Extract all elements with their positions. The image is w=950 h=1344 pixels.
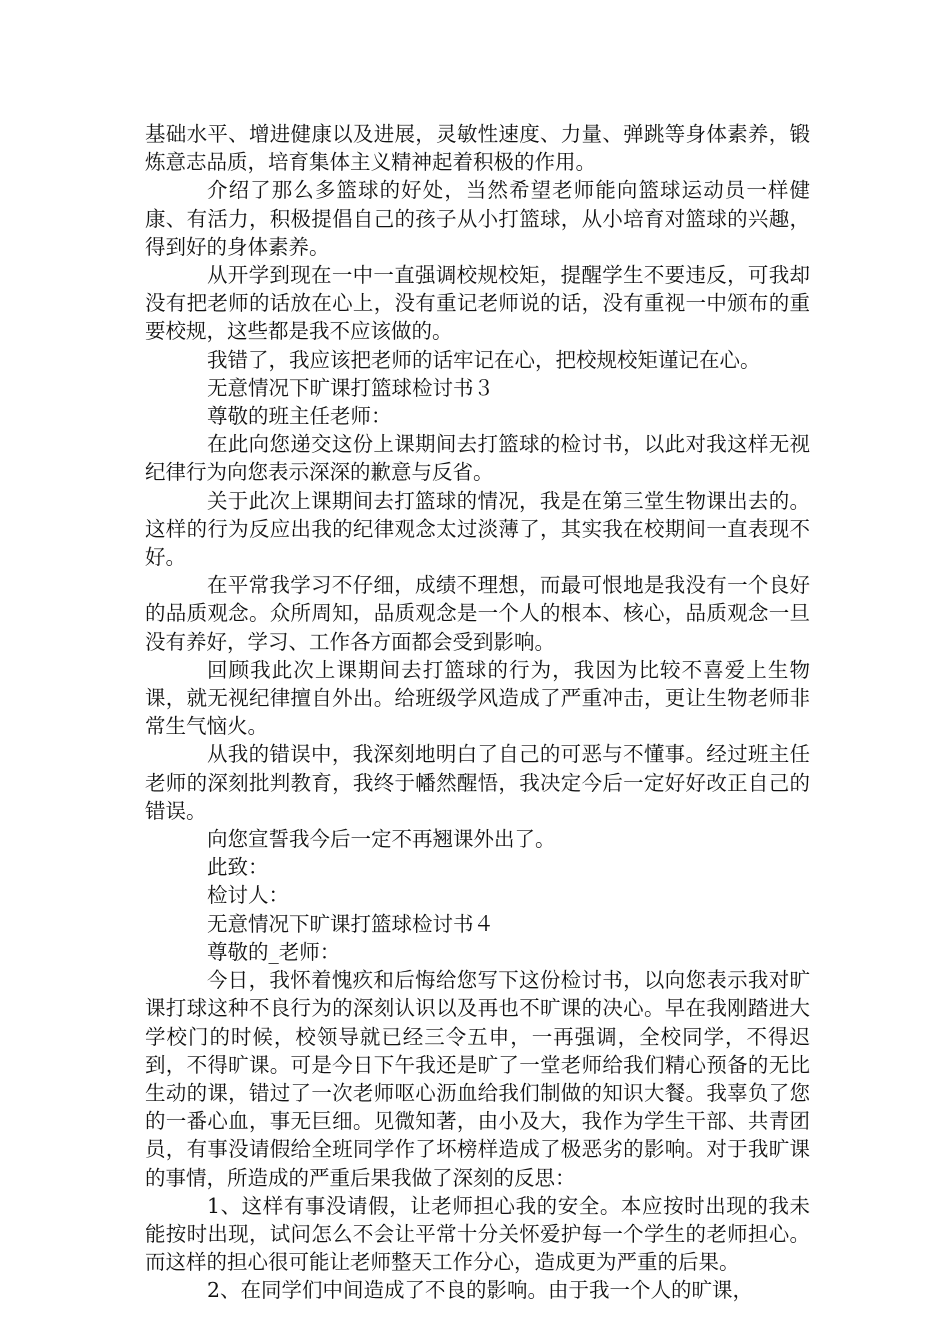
- paragraph-7: 在平常我学习不仔细，成绩不理想，而最可恨地是我没有一个良好的品质观念。众所周知，品质观念是一个人的根本、核心，品质观念一旦没有养好，学习、工作各方面都会受到影响。: [145, 573, 810, 654]
- closing-line: 此致：: [207, 855, 269, 880]
- paragraph-11: 今日，我怀着愧疚和后悔给您写下这份检讨书，以向您表示我对旷课打球这种不良行为的深刻认识以及再也不旷课的决心。早在我刚踏进大学校门的时候，校领导就已经三令五申，一再强调，全校同学，不得迟到，不得旷课。可是今日下午我还是旷了一堂老师给我们精心预备的无比生动的课，错过了一次老师呕心沥血给我们制做的知识大餐。我辜负了您的一番心血，事无巨细。见微知著，由小及大，我作为学生干部、共青团员，有事没请假给全班同学作了坏榜样造成了极恶劣的影响。对于我旷课的事情，所造成的严重后果我做了深刻的反思：: [145, 968, 810, 1190]
- section-title-3: 无意情况下旷课打篮球检讨书３: [207, 375, 494, 400]
- paragraph-2: 介绍了那么多篮球的好处，当然希望老师能向篮球运动员一样健康、有活力，积极提倡自己的孩子从小打篮球，从小培育对篮球的兴趣，得到好的身体素养。: [145, 178, 810, 259]
- salutation-3: 尊敬的班主任老师：: [207, 404, 392, 429]
- salutation-4: 尊敬的_老师：: [207, 939, 341, 964]
- paragraph-6: 关于此次上课期间去打篮球的情况，我是在第三堂生物课出去的。这样的行为反应出我的纪律观念太过淡薄了，其实我在校期间一直表现不好。: [145, 488, 810, 570]
- paragraph-3: 从开学到现在一中一直强调校规校矩，提醒学生不要违反，可我却没有把老师的话放在心上，没有重记老师说的话，没有重视一中颁布的重要校规，这些都是我不应该做的。: [145, 263, 810, 344]
- signature-line: 检讨人：: [207, 883, 289, 908]
- paragraph-10: 向您宣誓我今后一定不再翘课外出了。: [207, 827, 556, 852]
- list-item-1: 1、这样有事没请假，让老师担心我的安全。本应按时出现的我未能按时出现，试问怎么不会让平常十分关怀爱护每一个学生的老师担心。而这样的担心很可能让老师整天工作分心，造成更为严重的后果。: [145, 1193, 810, 1275]
- list-item-2: 2、在同学们中间造成了不良的影响。由于我一个人的旷课，: [207, 1278, 754, 1303]
- paragraph-9: 从我的错误中，我深刻地明白了自己的可恶与不懂事。经过班主任老师的深刻批判教育，我终于幡然醒悟，我决定今后一定好好改正自己的错误。: [145, 742, 810, 823]
- paragraph-4: 我错了，我应该把老师的话牢记在心，把校规校矩谨记在心。: [207, 347, 761, 372]
- section-title-4: 无意情况下旷课打篮球检讨书４: [207, 911, 494, 936]
- paragraph-1: 基础水平、增进健康以及进展，灵敏性速度、力量、弹跳等身体素养，锻炼意志品质，培育集体主义精神起着积极的作用。: [145, 122, 810, 175]
- paragraph-8: 回顾我此次上课期间去打篮球的行为，我因为比较不喜爱上生物课，就无视纪律擅自外出。给班级学风造成了严重冲击，更让生物老师非常生气恼火。: [145, 657, 810, 739]
- document-page: [145, 120, 810, 1305]
- paragraph-5: 在此向您递交这份上课期间去打篮球的检讨书，以此对我这样无视纪律行为向您表示深深的歉意与反省。: [145, 432, 810, 485]
